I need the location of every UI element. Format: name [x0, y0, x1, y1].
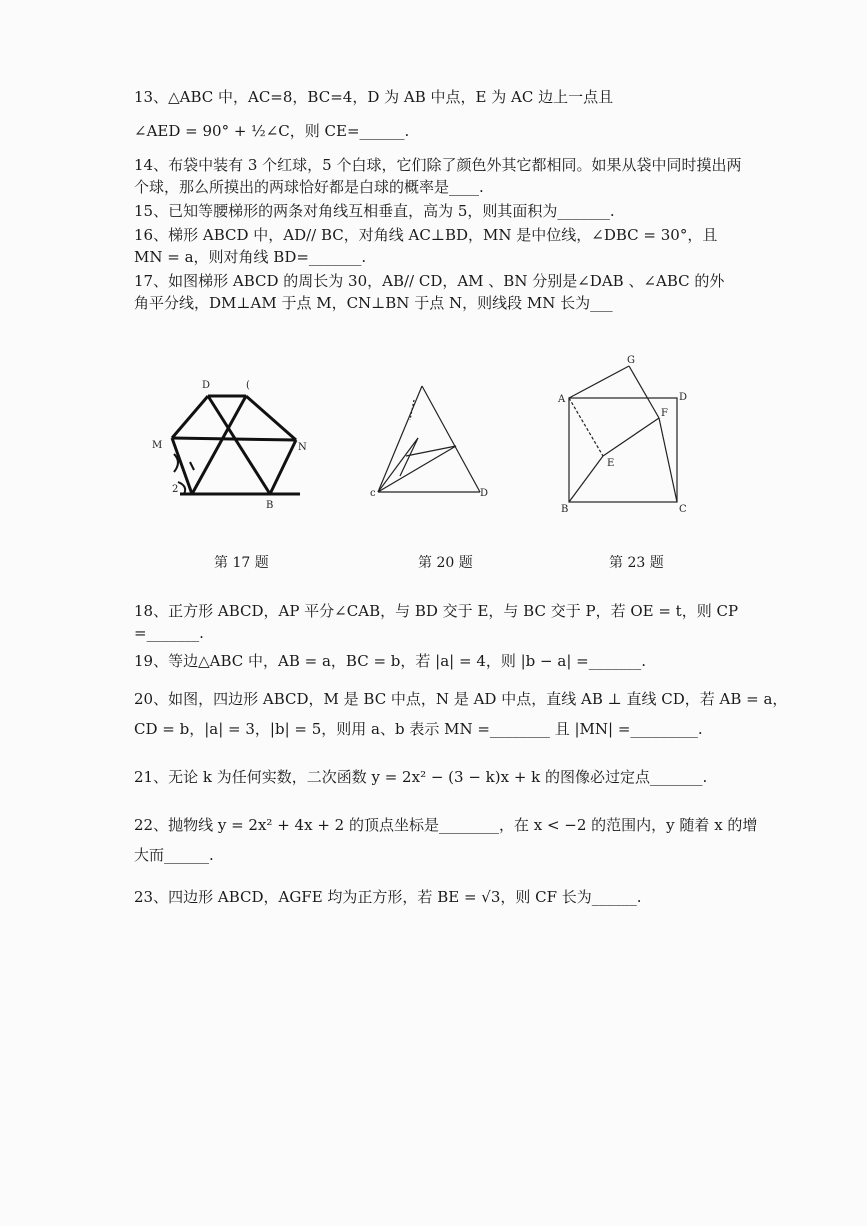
question-14 — [134, 154, 742, 198]
figure-23-label-e: E — [607, 458, 615, 469]
figure-17 — [150, 372, 310, 512]
question-21-line-1: 21、无论 k 为任何实数，二次函数 y = 2x² − (3 − k)x + k 的图像必过定点_______. — [134, 768, 708, 786]
question-19 — [134, 650, 694, 672]
question-18 — [134, 600, 739, 644]
figure-23-label-f: F — [661, 408, 668, 419]
figure-23-label-g: G — [627, 355, 635, 366]
figure-20-caption: 第 20 题 — [418, 555, 473, 571]
question-13-line-2: ∠AED = 90° + ½∠C，则 CE=______. — [134, 122, 410, 140]
question-18-line-1: 18、正方形 ABCD，AP 平分∠CAB，与 BD 交于 E，与 BC 交于 P，若 OE = t，则 CP — [134, 602, 739, 620]
question-13 — [134, 86, 694, 142]
figure-17-caption: 第 17 题 — [214, 555, 269, 571]
figure-23-label-a: A — [558, 394, 566, 405]
question-22-line-2: 大而______. — [134, 846, 214, 864]
question-16-line-2: MN = a，则对角线 BD=_______. — [134, 248, 367, 266]
figure-23-caption: 第 23 题 — [609, 555, 664, 571]
figure-17-label-2: 2 — [172, 484, 179, 495]
question-23-line-1: 23、四边形 ABCD，AGFE 均为正方形，若 BE = √3，则 CF 长为______. — [134, 888, 642, 906]
question-15-line-1: 15、已知等腰梯形的两条对角线互相垂直，高为 5，则其面积为_______. — [134, 202, 615, 220]
figure-17-label-m: M — [152, 440, 163, 451]
question-17-line-2: 角平分线，DM⊥AM 于点 M，CN⊥BN 于点 N，则线段 MN 长为___ — [134, 294, 613, 312]
figure-23-label-d: D — [679, 392, 688, 403]
question-14-line-2: 个球，那么所摸出的两球恰好都是白球的概率是____. — [134, 178, 484, 196]
question-13-line-1: 13、△ABC 中，AC=8，BC=4，D 为 AB 中点，E 为 AC 边上一点且 — [134, 88, 614, 106]
figure-20 — [370, 380, 490, 500]
question-22-line-1: 22、抛物线 y = 2x² + 4x + 2 的顶点坐标是________，在 x < −2 的范围内，y 随着 x 的增 — [134, 816, 758, 834]
figure-17-label-b: B — [266, 500, 274, 511]
figure-23 — [555, 352, 695, 517]
question-15 — [134, 200, 694, 222]
question-18-line-2: =_______. — [134, 624, 204, 642]
question-20-line-1: 20、如图，四边形 ABCD，M 是 BC 中点，N 是 AD 中点，直线 AB ⊥ 直线 CD，若 AB = a， — [134, 690, 788, 708]
question-19-line-1: 19、等边△ABC 中，AB = a，BC = b，若 |a| = 4，则 |b − a| =_______. — [134, 652, 646, 670]
figure-17-label-d: D — [202, 380, 211, 391]
figure-20-label-c: c — [370, 488, 376, 499]
figure-20-label-d: D — [480, 488, 489, 499]
question-16-line-1: 16、梯形 ABCD 中，AD// BC，对角线 AC⊥BD，MN 是中位线，∠DBC = 30°，且 — [134, 226, 718, 244]
question-22 — [134, 814, 758, 866]
question-20-line-2: CD = b，|a| = 3，|b| = 5，则用 a、b 表示 MN =________ 且 |MN| =_________. — [134, 720, 703, 738]
question-16 — [134, 224, 718, 268]
question-14-line-1: 14、布袋中装有 3 个红球，5 个白球，它们除了颜色外其它都相同。如果从袋中同时摸出两 — [134, 156, 742, 174]
figure-23-label-b: B — [561, 504, 569, 515]
question-21 — [134, 766, 708, 788]
question-17 — [134, 270, 725, 314]
question-23 — [134, 886, 694, 908]
question-20 — [134, 688, 788, 740]
figure-23-label-c: C — [679, 504, 687, 515]
figure-17-label-n: N — [298, 442, 307, 453]
question-17-line-1: 17、如图梯形 ABCD 的周长为 30，AB// CD，AM 、BN 分别是∠DAB 、∠ABC 的外 — [134, 272, 725, 290]
figure-17-label-c: ( — [246, 380, 250, 391]
